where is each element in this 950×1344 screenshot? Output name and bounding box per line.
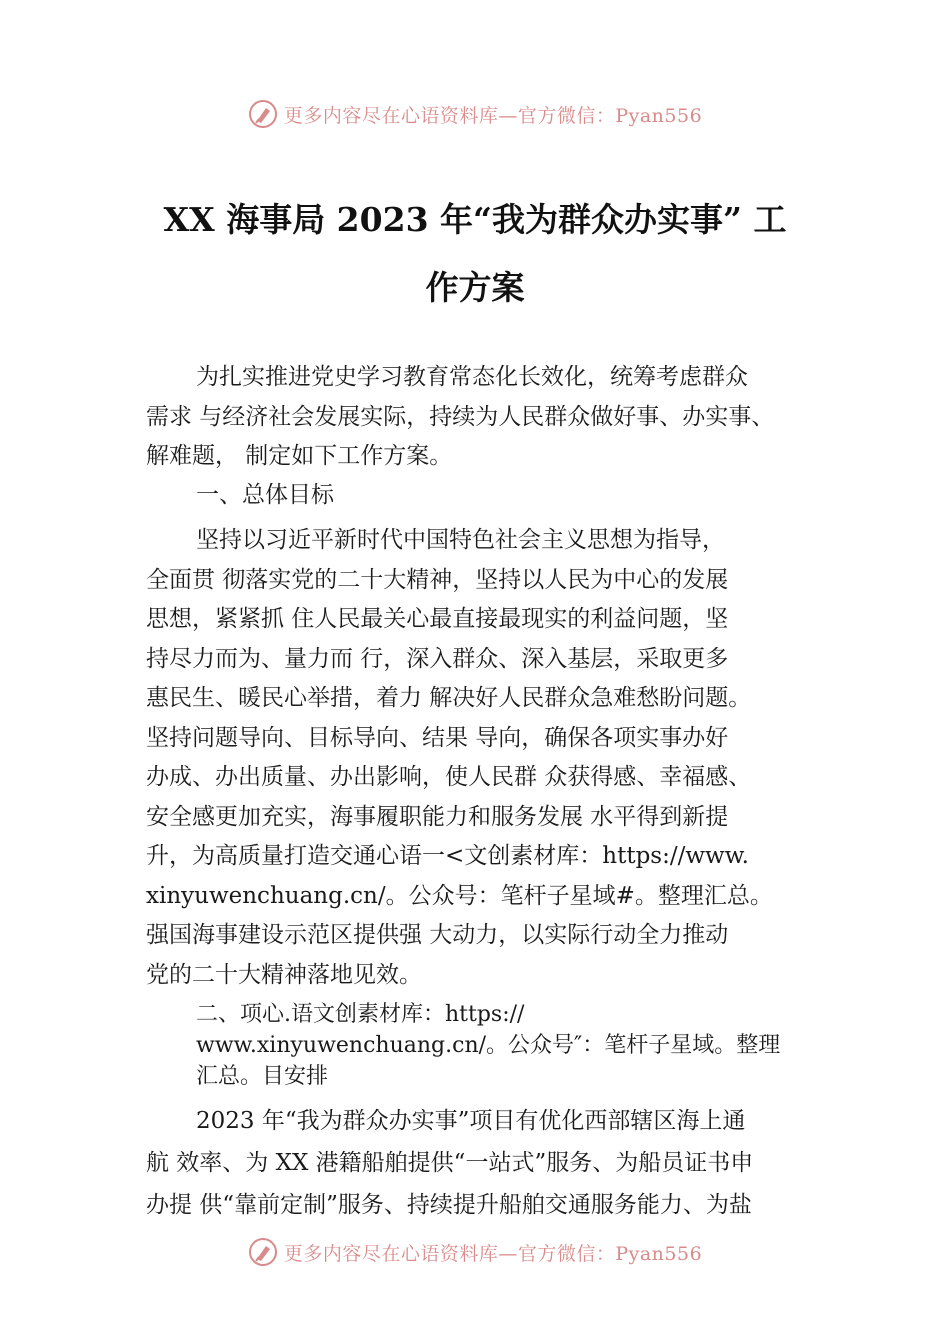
text-line: 办成、办出质量、办出影响，使人民群 众获得感、幸福感、 [146, 764, 752, 790]
watermark-text: 更多内容尽在心语资料库—官方微信：Pyan556 [283, 1242, 703, 1265]
pen-nib-logo-icon [248, 99, 278, 129]
section-heading-2 [146, 999, 826, 1092]
pen-nib-logo-icon [248, 1237, 278, 1267]
section-1-body [146, 521, 826, 995]
footer-watermark-banner [0, 1232, 950, 1272]
text-line: 升，为高质量打造交通心语一<文创素材库：https://www. [146, 843, 749, 869]
section-heading-text: 二、项心.语文创素材库：https:// [196, 1002, 525, 1027]
text-line: 办提 供“靠前定制”服务、持续提升船舶交通服务能力、为盐 [146, 1192, 752, 1218]
section-heading-text: 一、总体目标 [196, 482, 334, 508]
text-line: 强国海事建设示范区提供强 大动力，以实际行动全力推动 [146, 922, 729, 948]
title-line-2: 作方案 [425, 268, 525, 307]
section-heading-1 [146, 476, 826, 516]
text-line: 惠民生、暖民心举措，着力 解决好人民群众急难愁盼问题。 [146, 685, 752, 711]
text-line: 航 效率、为 XX 港籍船舶提供“一站式”服务、为船员证书申 [146, 1150, 754, 1176]
text-line: 党的二十大精神落地见效。 [146, 961, 422, 988]
section-2-body [146, 1100, 826, 1226]
watermark-text: 更多内容尽在心语资料库—官方微信：Pyan556 [283, 104, 703, 127]
text-line: 安全感更加充实，海事履职能力和服务发展 水平得到新提 [146, 803, 729, 830]
text-line: 思想，紧紧抓 住人民最关心最直接最现实的利益问题，坚 [146, 606, 729, 632]
text-line: 坚持问题导向、目标导向、结果 导向，确保各项实事办好 [146, 724, 729, 751]
text-line: 持尽力而为、量力而 行，深入群众、深入基层，采取更多 [146, 645, 729, 672]
document-title [150, 186, 800, 322]
title-line-1: XX 海事局 2023 年“我为群众办实事” 工 [163, 200, 787, 239]
section-heading-text: 汇总。目安排 [196, 1064, 329, 1089]
header-watermark-banner [0, 94, 950, 134]
text-line: 为扎实推进党史学习教育常态化长效化，统筹考虑群众 [196, 364, 748, 390]
text-line: 解难题， 制定如下工作方案。 [146, 443, 453, 469]
section-heading-text: www.xinyuwenchuang.cn/。公众号″：笔杆子星域。整理 [196, 1033, 781, 1058]
intro-paragraph [146, 358, 826, 477]
text-line: xinyuwenchuang.cn/。公众号：笔杆子星域#。整理汇总。 [146, 882, 773, 909]
text-line: 2023 年“我为群众办实事”项目有优化西部辖区海上通 [196, 1108, 746, 1134]
text-line: 坚持以习近平新时代中国特色社会主义思想为指导， [196, 527, 725, 553]
text-line: 全面贯 彻落实党的二十大精神，坚持以人民为中心的发展 [146, 566, 729, 593]
text-line: 需求 与经济社会发展实际，持续为人民群众做好事、办实事、 [146, 403, 775, 430]
